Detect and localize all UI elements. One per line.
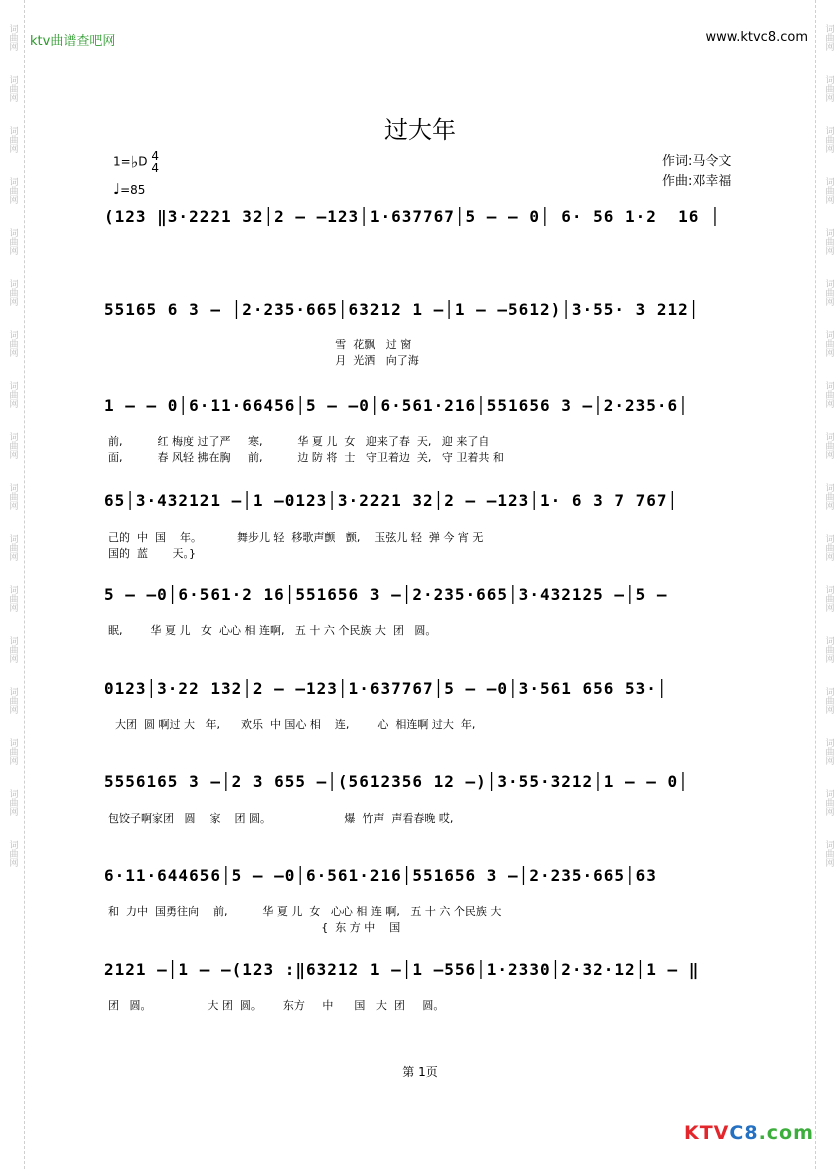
watermark-text: 词曲网	[7, 75, 18, 102]
lyric-line: 己的 中 国 年。 舞步儿 轻 移歌声颤 颤, 玉弦儿 轻 弹 今 宵 无 国的 蓝 天。}	[108, 531, 484, 560]
lyric-line: 大团 圆 啊过 大 年, 欢乐 中 国心 相 连, 心 相连啊 过大 年,	[108, 718, 476, 731]
song-title: 过大年	[384, 116, 456, 144]
watermark-text: 词曲网	[823, 279, 834, 306]
watermark-text: 词曲网	[823, 687, 834, 714]
notation-line: 0123│3·22 132│2 — —123│1·637767│5 — —0│3·561 656 53·│	[104, 679, 668, 698]
watermark-text: 词曲网	[823, 24, 834, 51]
watermark-text: 词曲网	[823, 126, 834, 153]
watermark-text: 词曲网	[7, 177, 18, 204]
left-watermark-strip	[0, 0, 25, 1169]
time-top: 4	[151, 149, 159, 163]
notation-line: 5 — —0│6·561·2 16│551656 3 —│2·235·665│3·432125 —│5 —	[104, 585, 668, 604]
notation-line: 5556165 3 —│2 3 655 —│(5612356 12 —)│3·55·3212│1 — — 0│	[104, 772, 689, 791]
watermark-text: 词曲网	[7, 381, 18, 408]
notation-line: 6·11·644656│5 — —0│6·561·216│551656 3 —│2·235·665│63	[104, 866, 657, 885]
watermark-text: 词曲网	[823, 738, 834, 765]
watermark-text: 词曲网	[823, 330, 834, 357]
tempo-mark	[113, 180, 145, 198]
watermark-text: 词曲网	[7, 534, 18, 561]
time-signature	[151, 150, 159, 174]
lyric-line: 眠, 华 夏 儿 女 心心 相 连啊, 五 十 六 个民族 大 团 圆。	[108, 624, 437, 637]
key-note: D	[138, 154, 148, 169]
watermark-text: 词曲网	[823, 840, 834, 867]
key-signature	[113, 150, 159, 174]
watermark-text: 词曲网	[823, 636, 834, 663]
key-prefix: 1=	[113, 154, 131, 169]
watermark-text: 词曲网	[7, 840, 18, 867]
notation-line: 2121 —│1 — —(123 :‖63212 1 —│1 —556│1·2330│2·32·12│1 — ‖	[104, 960, 700, 979]
watermark-text: 词曲网	[7, 432, 18, 459]
watermark-text: 词曲网	[823, 381, 834, 408]
watermark-text: 词曲网	[823, 483, 834, 510]
time-bottom: 4	[151, 161, 159, 175]
lyric-line: 雪 花飘 过 窗 月 光洒 向了海	[335, 338, 419, 367]
composer: 作曲:邓幸福	[662, 174, 732, 189]
quarter-note-icon: ♩	[113, 180, 121, 198]
notation-line: 55165 6 3 — │2·235·665│63212 1 —│1 — —5612)│3·55· 3 212│	[104, 300, 700, 319]
notation-line: 65│3·432121 —│1 —0123│3·2221 32│2 — —123│1· 6 3 7 767│	[104, 491, 679, 510]
watermark-text: 词曲网	[7, 789, 18, 816]
site-name-link[interactable]: ktv曲谱查吧网	[30, 34, 116, 49]
watermark-text: 词曲网	[7, 228, 18, 255]
lyric-line: 包饺子啊家团 圆 家 团 圆。 爆 竹声 声看春晚 哎,	[108, 812, 454, 825]
watermark-text: 词曲网	[7, 585, 18, 612]
lyricist: 作词:马令文	[662, 154, 732, 169]
lyric-line: 团 圆。 大 团 圆。 东方 中 国 大 团 圆。	[108, 999, 445, 1012]
watermark-text: 词曲网	[823, 432, 834, 459]
notation-line: 1 — — 0│6·11·66456│5 — —0│6·561·216│551656 3 —│2·235·6│	[104, 396, 689, 415]
watermark-text: 词曲网	[7, 636, 18, 663]
watermark-text: 词曲网	[7, 687, 18, 714]
watermark-text: 词曲网	[823, 177, 834, 204]
watermark-text: 词曲网	[823, 534, 834, 561]
watermark-text: 词曲网	[7, 24, 18, 51]
right-watermark-strip	[815, 0, 840, 1169]
watermark-text: 词曲网	[823, 75, 834, 102]
watermark-text: 词曲网	[7, 483, 18, 510]
watermark-text: 词曲网	[823, 228, 834, 255]
credits	[662, 152, 731, 192]
site-url-link[interactable]: www.ktvc8.com	[705, 30, 808, 45]
flat-icon: ♭	[130, 152, 139, 172]
tempo-value: =85	[120, 183, 146, 197]
page-number: 第 1页	[402, 1065, 438, 1079]
lyric-line: 和 力中 国勇往向 前, 华 夏 儿 女 心心 相 连 啊, 五 十 六 个民族 大 { 东 方 中 国	[108, 905, 502, 934]
watermark-text: 词曲网	[7, 279, 18, 306]
watermark-text: 词曲网	[823, 585, 834, 612]
ktvc8-logo[interactable]: KTVC8.com	[684, 1122, 814, 1144]
watermark-text: 词曲网	[823, 789, 834, 816]
watermark-text: 词曲网	[7, 738, 18, 765]
watermark-text: 词曲网	[7, 330, 18, 357]
watermark-text: 词曲网	[7, 126, 18, 153]
notation-line: (123 ‖3·2221 32│2 — —123│1·637767│5 — — 0│ 6· 56 1·2 16 │	[104, 207, 721, 226]
lyric-line: 前, 红 梅度 过了严 寒, 华 夏 儿 女 迎来了春 天, 迎 来了自 面, 春 风轻 拂在胸 前, 边 防 将 士 守卫着边 关, 守 卫着共 和	[108, 435, 504, 464]
